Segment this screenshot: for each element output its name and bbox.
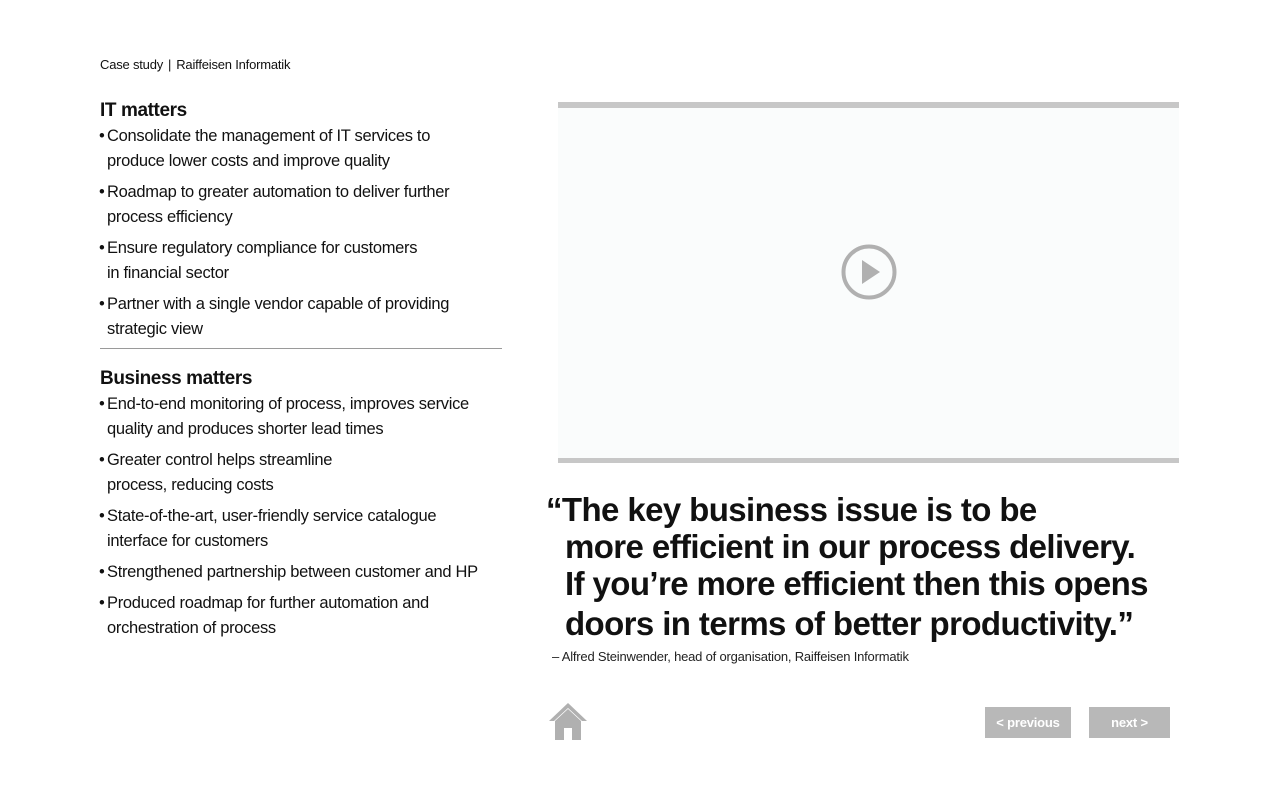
quote-line: If you’re more efficient then this opens bbox=[565, 565, 1148, 602]
business-matters-list bbox=[100, 392, 502, 641]
it-matters-list bbox=[100, 124, 502, 342]
next-button[interactable]: next > bbox=[1089, 707, 1170, 738]
matters-column bbox=[100, 98, 502, 647]
breadcrumb-company: Raiffeisen Informatik bbox=[176, 57, 291, 72]
quote-line: more efficient in our process delivery. bbox=[565, 528, 1136, 565]
quote-attribution: – Alfred Steinwender, head of organisation, Raiffeisen Informatik bbox=[552, 649, 909, 664]
list-item: • Greater control helps streamline process, reducing costs bbox=[100, 448, 502, 498]
section-divider bbox=[100, 348, 502, 349]
list-item: • End-to-end monitoring of process, improves service quality and produces shorter lead times bbox=[100, 392, 502, 442]
home-icon[interactable] bbox=[548, 701, 588, 741]
business-matters-heading: Business matters bbox=[100, 368, 253, 389]
list-item: • State-of-the-art, user-friendly service catalogue interface for customers bbox=[100, 504, 502, 554]
list-item: • Partner with a single vendor capable of providing strategic view bbox=[100, 292, 502, 342]
quote-line: “The key business issue is to be bbox=[546, 491, 1037, 528]
breadcrumb-section: Case study bbox=[100, 57, 164, 72]
breadcrumb-separator: | bbox=[168, 57, 172, 72]
list-item: • Produced roadmap for further automation and orchestration of process bbox=[100, 591, 502, 641]
video-player[interactable] bbox=[558, 102, 1179, 463]
list-item: • Roadmap to greater automation to deliver further process efficiency bbox=[100, 180, 502, 230]
pull-quote bbox=[546, 491, 1186, 642]
it-matters-heading: IT matters bbox=[100, 100, 187, 121]
breadcrumb bbox=[100, 57, 290, 72]
previous-button[interactable]: < previous bbox=[985, 707, 1071, 738]
list-item: • Consolidate the management of IT services to produce lower costs and improve quality bbox=[100, 124, 502, 174]
quote-line: doors in terms of better productivity.” bbox=[565, 605, 1134, 642]
list-item: • Strengthened partnership between customer and HP bbox=[100, 560, 502, 585]
list-item: • Ensure regulatory compliance for customers in financial sector bbox=[100, 236, 502, 286]
play-circle-icon[interactable] bbox=[841, 244, 897, 300]
